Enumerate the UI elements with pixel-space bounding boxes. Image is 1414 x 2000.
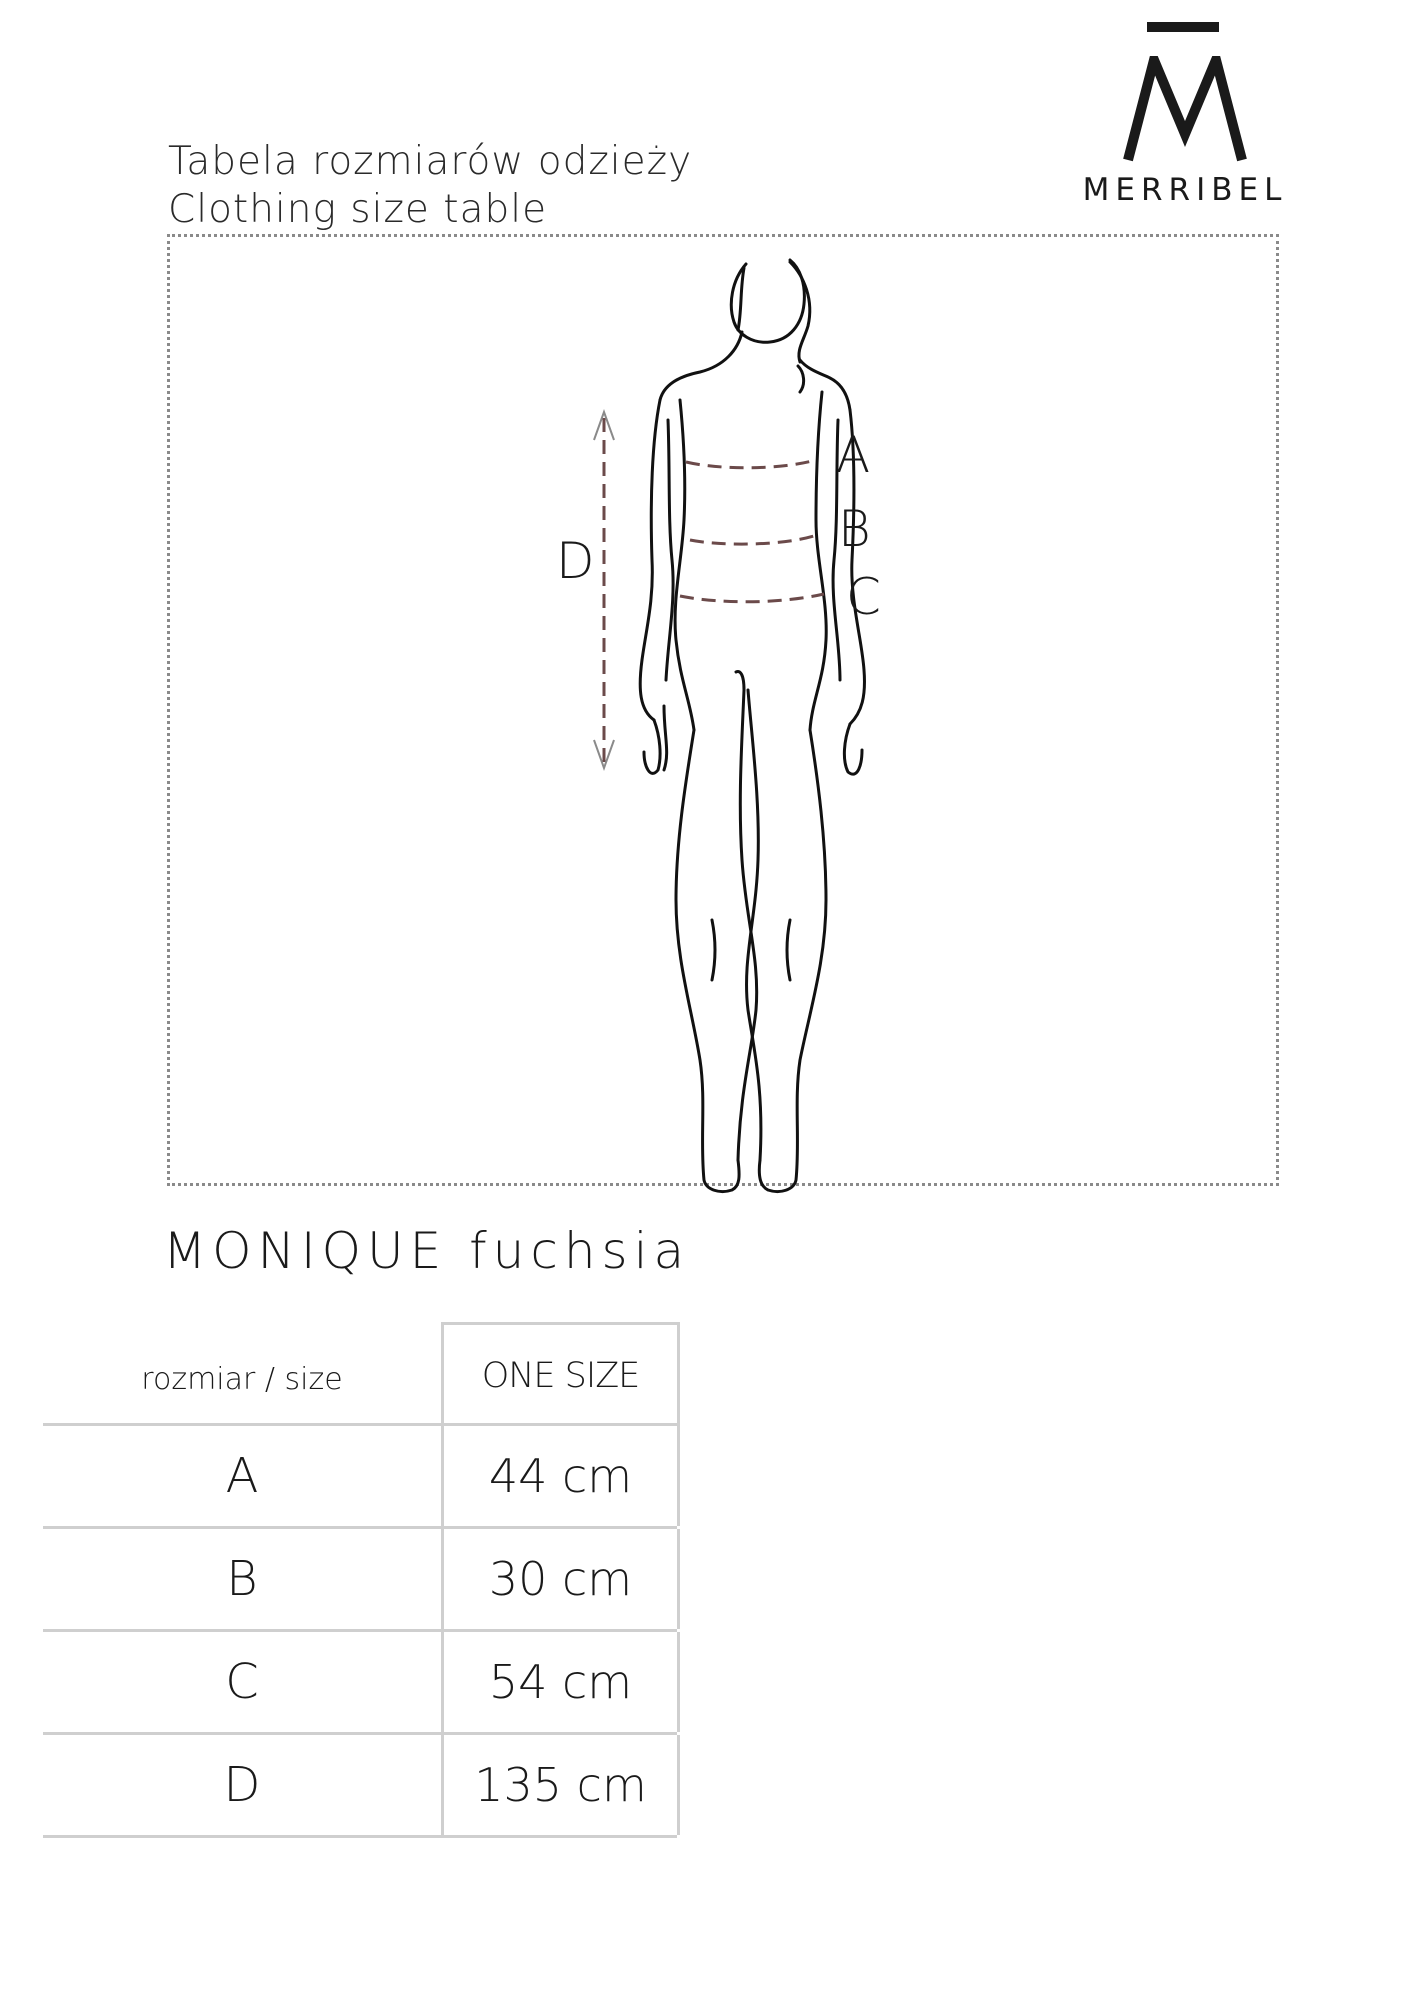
label-c: C <box>846 568 881 626</box>
row-value: 54 cm <box>441 1632 680 1732</box>
row-label: B <box>226 1551 258 1607</box>
table-row <box>43 1426 677 1529</box>
body-outline <box>640 260 864 1192</box>
measure-line-b <box>690 536 814 544</box>
size-header-label: rozmiar / size <box>141 1362 343 1397</box>
row-label: C <box>225 1654 259 1710</box>
measure-lines <box>604 418 824 762</box>
row-label: D <box>223 1757 261 1813</box>
heading-polish: Tabela rozmiarów odzieży <box>168 139 693 184</box>
label-d: D <box>556 532 595 590</box>
label-b: B <box>838 500 871 558</box>
table-row <box>43 1735 677 1838</box>
row-value: 30 cm <box>441 1529 680 1629</box>
table-row <box>43 1529 677 1632</box>
row-label: A <box>225 1448 259 1504</box>
product-name: MONIQUE fuchsia <box>163 1222 691 1280</box>
size-table <box>43 1322 677 1838</box>
measure-line-c <box>680 594 824 602</box>
row-value: 135 cm <box>441 1735 680 1835</box>
table-row <box>43 1632 677 1735</box>
row-value: 44 cm <box>441 1426 680 1526</box>
logo-brand-name: MERRIBEL <box>1082 172 1288 208</box>
size-header-value: ONE SIZE <box>441 1322 680 1426</box>
label-a: A <box>836 426 871 484</box>
heading-english: Clothing size table <box>168 187 548 232</box>
size-table-header-row <box>43 1322 677 1426</box>
measure-line-a <box>686 460 816 468</box>
